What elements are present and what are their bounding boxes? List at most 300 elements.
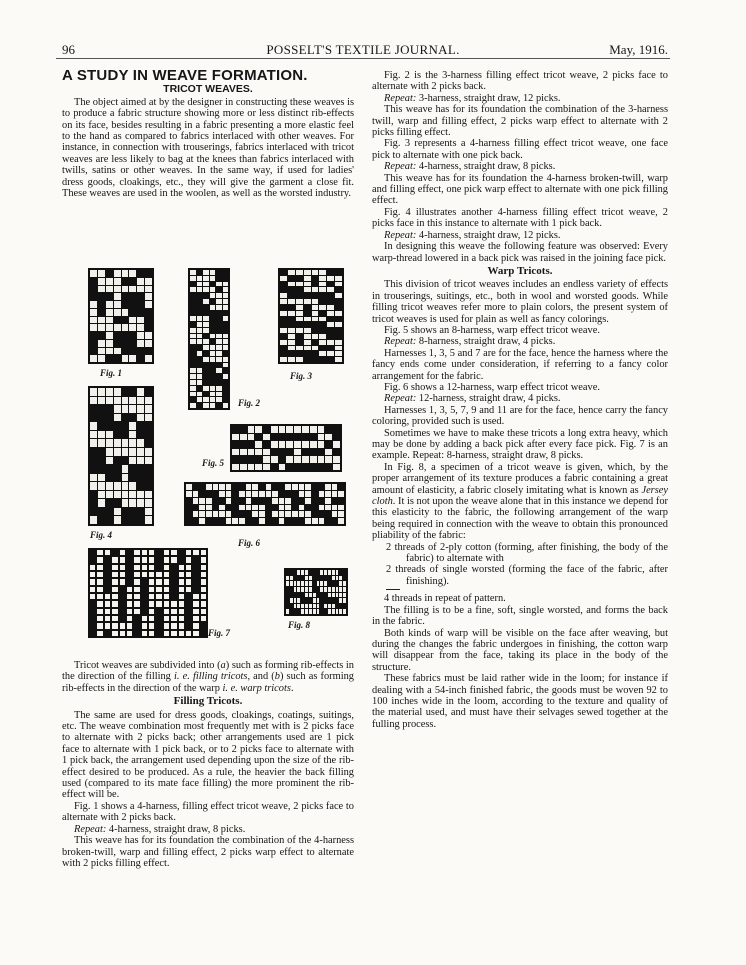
weave-cell xyxy=(319,287,326,292)
weave-cell xyxy=(332,593,335,598)
weave-cell xyxy=(319,340,326,345)
weave-cell xyxy=(114,499,121,507)
weave-cell xyxy=(263,456,270,463)
weave-cell xyxy=(312,311,319,316)
weave-cell xyxy=(206,505,212,511)
weave-cell xyxy=(210,403,216,408)
weave-cell xyxy=(271,456,278,463)
weave-cell xyxy=(203,282,209,287)
weave-cell xyxy=(232,434,239,441)
weave-cell xyxy=(332,587,335,592)
weave-cell xyxy=(290,598,293,603)
weave-cell xyxy=(327,293,334,298)
weave-cell xyxy=(216,339,222,344)
weave-cell xyxy=(332,598,335,603)
weave-cell xyxy=(106,293,113,300)
weave-cell xyxy=(148,593,155,600)
weave-cell xyxy=(279,449,286,456)
weave-cell xyxy=(200,586,207,593)
page-number: 96 xyxy=(62,42,75,57)
weave-cell xyxy=(119,586,126,593)
weave-cell xyxy=(248,426,255,433)
weave-cell xyxy=(106,309,113,316)
weave-cell xyxy=(197,345,203,350)
weave-cell xyxy=(126,556,133,563)
weave-cell xyxy=(280,346,287,351)
weave-cell xyxy=(190,276,196,281)
weave-cell xyxy=(106,388,113,396)
weave-cell xyxy=(89,615,96,622)
weave-cell xyxy=(178,600,185,607)
weave-cell xyxy=(248,464,255,471)
weave-cell xyxy=(210,322,216,327)
weave-cell xyxy=(186,484,192,490)
weave-cell xyxy=(223,311,229,316)
weave-cell xyxy=(145,422,152,430)
weave-cell xyxy=(170,549,177,556)
weave-cell xyxy=(263,426,270,433)
weave-cell xyxy=(185,615,192,622)
weave-cell xyxy=(263,464,270,471)
weave-cell xyxy=(285,518,291,524)
weave-cell xyxy=(122,414,129,422)
fig6-repeat: Repeat: 12-harness, straight draw, 4 picks. xyxy=(384,393,561,405)
weave-cell xyxy=(190,299,196,304)
weave-cell xyxy=(223,328,229,333)
weave-cell xyxy=(137,388,144,396)
weave-cell xyxy=(232,484,238,490)
weave-cell xyxy=(255,456,262,463)
weave-cell xyxy=(292,505,298,511)
weave-cell xyxy=(178,564,185,571)
weave-cell xyxy=(327,357,334,362)
weave-cell xyxy=(294,434,301,441)
weave-cell xyxy=(309,604,312,609)
weave-cell xyxy=(210,287,216,292)
weave-cell xyxy=(335,328,342,333)
weave-cell xyxy=(114,348,121,355)
weave-cell xyxy=(90,448,97,456)
weave-cell xyxy=(90,465,97,473)
weave-cell xyxy=(285,505,291,511)
weave-cell xyxy=(294,456,301,463)
weave-cell xyxy=(255,426,262,433)
weave-cell xyxy=(137,516,144,524)
weave-cell xyxy=(297,598,300,603)
weave-cell xyxy=(129,448,136,456)
weave-cell xyxy=(122,448,129,456)
weave-cell xyxy=(141,600,148,607)
weave-cell xyxy=(299,518,305,524)
weave-cell xyxy=(203,316,209,321)
weave-cell xyxy=(304,282,311,287)
weave-cell xyxy=(190,305,196,310)
weave-cell xyxy=(263,441,270,448)
weave-cell xyxy=(327,317,334,322)
weave-cell xyxy=(302,456,309,463)
weave-cell xyxy=(200,578,207,585)
weave-cell xyxy=(210,392,216,397)
weave-cell xyxy=(129,309,136,316)
weave-cell xyxy=(297,593,300,598)
weave-cell xyxy=(280,334,287,339)
weave-cell xyxy=(190,334,196,339)
weave-cell xyxy=(129,414,136,422)
weave-cell xyxy=(203,276,209,281)
weave-cell xyxy=(309,598,312,603)
weave-cell xyxy=(280,351,287,356)
weave-cell xyxy=(190,357,196,362)
weave-cell xyxy=(286,576,289,581)
weave-cell xyxy=(266,491,272,497)
weave-cell xyxy=(96,630,103,637)
weave-cell xyxy=(114,355,121,362)
weave-cell xyxy=(197,293,203,298)
weave-cell xyxy=(305,598,308,603)
weave-cell xyxy=(336,604,339,609)
weave-cell xyxy=(129,457,136,465)
filling-tricots-heading: Filling Tricots. xyxy=(173,695,243,708)
weave-cell xyxy=(327,340,334,345)
weave-cell xyxy=(304,311,311,316)
weave-cell xyxy=(299,484,305,490)
weave-cell xyxy=(148,571,155,578)
weave-cell xyxy=(324,576,327,581)
weave-cell xyxy=(129,422,136,430)
weave-cell xyxy=(239,498,245,504)
weave-cell xyxy=(319,498,325,504)
weave-cell xyxy=(216,334,222,339)
weave-cell xyxy=(290,587,293,592)
weave-cell xyxy=(312,484,318,490)
weave-cell xyxy=(304,328,311,333)
weave-cell xyxy=(299,505,305,511)
weave-cell xyxy=(203,368,209,373)
weave-cell xyxy=(280,322,287,327)
weave-cell xyxy=(145,286,152,293)
weave-cell xyxy=(114,317,121,324)
weave-cell xyxy=(111,622,118,629)
weave-cell xyxy=(246,498,252,504)
weave-cell xyxy=(226,484,232,490)
fig-6-label: Fig. 6 xyxy=(238,538,261,548)
weave-cell xyxy=(98,474,105,482)
weave-cell xyxy=(296,317,303,322)
warp-arrangement-1: 2 threads of 2-ply cotton (forming, after finishing, the body of the fabric) to alternate with xyxy=(386,541,668,565)
weave-cell xyxy=(203,380,209,385)
weave-cell xyxy=(145,397,152,405)
weave-cell xyxy=(197,311,203,316)
weave-cell xyxy=(318,434,325,441)
weave-cell xyxy=(335,305,342,310)
weave-cell xyxy=(98,422,105,430)
weave-cell xyxy=(155,549,162,556)
weave-cell xyxy=(280,293,287,298)
weave-cell xyxy=(137,332,144,339)
weave-cell xyxy=(310,464,317,471)
weave-cell xyxy=(145,340,152,347)
weave-cell xyxy=(197,316,203,321)
fig2-paragraph: Fig. 2 is the 3-harness filling effect tricot weave, 2 picks face to alternate with 2 picks back. xyxy=(372,70,668,93)
weave-cell xyxy=(193,505,199,511)
weave-cell xyxy=(332,498,338,504)
weave-cell xyxy=(302,434,309,441)
weave-cell xyxy=(119,593,126,600)
weave-cell xyxy=(288,340,295,345)
weave-cell xyxy=(197,397,203,402)
weave-cell xyxy=(190,270,196,275)
weave-cell xyxy=(210,270,216,275)
weave-cell xyxy=(216,351,222,356)
fig-3-label: Fig. 3 xyxy=(290,371,313,381)
weave-cell xyxy=(296,293,303,298)
weave-cell xyxy=(216,305,222,310)
weave-cell xyxy=(210,357,216,362)
weave-cell xyxy=(332,581,335,586)
weave-cell xyxy=(106,278,113,285)
weave-cell xyxy=(335,317,342,322)
weave-cell xyxy=(122,324,129,331)
fig2-foundation: This weave has for its foundation the combination of the 3-harness twill, warp and filling effect, 2 picks warp effect to alternate with 2 picks filling effect. xyxy=(372,104,668,139)
weave-cell xyxy=(104,549,111,556)
weave-cell xyxy=(304,270,311,275)
weave-cell xyxy=(319,293,326,298)
weave-cell xyxy=(170,615,177,622)
weave-cell xyxy=(145,474,152,482)
weave-cell xyxy=(210,345,216,350)
weave-cell xyxy=(338,511,344,517)
weave-cell xyxy=(259,498,265,504)
weave-cell xyxy=(190,339,196,344)
weave-cell xyxy=(239,484,245,490)
weave-cell xyxy=(305,518,311,524)
weave-cell xyxy=(197,305,203,310)
weave-cell xyxy=(129,499,136,507)
weave-cell xyxy=(203,363,209,368)
weave-cell xyxy=(296,270,303,275)
weave-cell xyxy=(192,593,199,600)
weave-cell xyxy=(190,392,196,397)
weave-cell xyxy=(313,570,316,575)
weave-cell xyxy=(192,622,199,629)
weave-cell xyxy=(305,576,308,581)
weave-cell xyxy=(163,608,170,615)
weave-cell xyxy=(292,511,298,517)
weave-cell xyxy=(310,456,317,463)
weave-cell xyxy=(145,270,152,277)
weave-cell xyxy=(312,305,319,310)
weave-cell xyxy=(206,518,212,524)
weave-cell xyxy=(193,498,199,504)
weave-cell xyxy=(294,576,297,581)
weave-cell xyxy=(98,482,105,490)
weave-cell xyxy=(114,474,121,482)
weave-cell xyxy=(325,464,332,471)
weave-cell xyxy=(325,518,331,524)
weave-cell xyxy=(137,457,144,465)
weave-cell xyxy=(327,311,334,316)
weave-cell xyxy=(148,564,155,571)
weave-cell xyxy=(200,622,207,629)
weave-cell xyxy=(197,351,203,356)
weave-cell xyxy=(90,348,97,355)
weave-cell xyxy=(223,276,229,281)
weave-cell xyxy=(89,608,96,615)
weave-cell xyxy=(190,403,196,408)
weave-cell xyxy=(133,615,140,622)
weave-cell xyxy=(129,388,136,396)
weave-cell xyxy=(272,511,278,517)
weave-cell xyxy=(294,464,301,471)
weave-cell xyxy=(155,586,162,593)
weave-cell xyxy=(133,556,140,563)
weave-cell xyxy=(312,317,319,322)
weave-cell xyxy=(223,270,229,275)
weave-cell xyxy=(313,598,316,603)
weave-cell xyxy=(148,556,155,563)
weave-cell xyxy=(114,293,121,300)
left-column xyxy=(62,67,354,200)
weave-cell xyxy=(104,564,111,571)
weave-cell xyxy=(197,299,203,304)
weave-cell xyxy=(197,287,203,292)
weave-cell xyxy=(324,570,327,575)
fig-8-label: Fig. 8 xyxy=(288,620,311,630)
weave-cell xyxy=(288,346,295,351)
weave-cell xyxy=(137,270,144,277)
article-subtitle: TRICOT WEAVES. xyxy=(163,83,253,96)
weave-cell xyxy=(327,328,334,333)
weave-cell xyxy=(286,598,289,603)
weave-cell xyxy=(336,576,339,581)
weave-cell xyxy=(190,328,196,333)
weave-cell xyxy=(133,600,140,607)
weave-cell xyxy=(325,491,331,497)
weave-cell xyxy=(338,491,344,497)
weave-cell xyxy=(317,587,320,592)
weave-cell xyxy=(327,305,334,310)
weave-cell xyxy=(155,630,162,637)
weave-cell xyxy=(192,549,199,556)
weave-cell xyxy=(317,570,320,575)
weave-cell xyxy=(296,322,303,327)
weave-cell xyxy=(255,441,262,448)
weave-cell xyxy=(197,328,203,333)
weave-cell xyxy=(203,392,209,397)
weave-cell xyxy=(313,581,316,586)
weave-cell xyxy=(106,348,113,355)
weave-cell xyxy=(216,392,222,397)
weave-cell xyxy=(178,622,185,629)
weave-cell xyxy=(301,576,304,581)
warp-arrangement-3: 4 threads in repeat of pattern. xyxy=(384,593,506,605)
weave-cell xyxy=(96,615,103,622)
weave-cell xyxy=(137,324,144,331)
weave-cell xyxy=(106,317,113,324)
weave-cell xyxy=(96,556,103,563)
weave-cell xyxy=(240,426,247,433)
weave-cell xyxy=(299,491,305,497)
weave-cell xyxy=(197,282,203,287)
weave-cell xyxy=(190,351,196,356)
weave-cell xyxy=(89,586,96,593)
weave-cell xyxy=(279,426,286,433)
weave-cell xyxy=(185,564,192,571)
weave-cell xyxy=(302,464,309,471)
weave-cell xyxy=(305,491,311,497)
weave-cell xyxy=(286,426,293,433)
weave-cell xyxy=(296,340,303,345)
weave-cell xyxy=(305,498,311,504)
weave-cell xyxy=(197,276,203,281)
weave-cell xyxy=(232,426,239,433)
weave-cell xyxy=(119,615,126,622)
weave-cell xyxy=(317,609,320,614)
weave-cell xyxy=(310,426,317,433)
weave-cell xyxy=(319,491,325,497)
weave-cell xyxy=(145,355,152,362)
weave-cell xyxy=(106,431,113,439)
weave-cell xyxy=(111,600,118,607)
fig-5-weave-diagram xyxy=(230,424,342,472)
weave-cell xyxy=(285,511,291,517)
weave-cell xyxy=(312,346,319,351)
weave-cell xyxy=(288,299,295,304)
weave-cell xyxy=(114,270,121,277)
weave-cell xyxy=(145,348,152,355)
weave-cell xyxy=(263,434,270,441)
weave-cell xyxy=(296,282,303,287)
weave-cell xyxy=(319,270,326,275)
loom-width-paragraph: These fabrics must be laid rather wide in the loom; for instance if dealing with a 54-inch finished fabric, the goods must be woven 92 to 100 inches wide in the loom, according to the texture and quality of the material used, and must have their selvages sewed together at the fulling process. xyxy=(372,673,668,730)
weave-cell xyxy=(280,328,287,333)
weave-cell xyxy=(137,301,144,308)
weave-cell xyxy=(210,339,216,344)
weave-cell xyxy=(129,286,136,293)
fig-4-weave-diagram xyxy=(88,386,154,526)
weave-cell xyxy=(320,576,323,581)
weave-cell xyxy=(200,600,207,607)
weave-cell xyxy=(122,340,129,347)
weave-cell xyxy=(190,345,196,350)
weave-cell xyxy=(259,511,265,517)
weave-cell xyxy=(185,586,192,593)
weave-cell xyxy=(325,511,331,517)
weave-cell xyxy=(335,340,342,345)
weave-cell xyxy=(286,581,289,586)
weave-cell xyxy=(312,287,319,292)
issue-date: May, 1916. xyxy=(609,42,668,57)
weave-cell xyxy=(106,448,113,456)
weave-cell xyxy=(90,309,97,316)
weave-cell xyxy=(106,516,113,524)
weave-cell xyxy=(145,414,152,422)
weave-cell xyxy=(163,549,170,556)
weave-cell xyxy=(286,593,289,598)
weave-cell xyxy=(98,431,105,439)
weave-cell xyxy=(199,491,205,497)
weave-cell xyxy=(197,270,203,275)
fig-1-label: Fig. 1 xyxy=(100,368,123,378)
weave-cell xyxy=(319,317,326,322)
weave-cell xyxy=(114,491,121,499)
weave-cell xyxy=(106,491,113,499)
weave-cell xyxy=(114,448,121,456)
warp-tricots-heading: Warp Tricots. xyxy=(487,264,553,277)
weave-cell xyxy=(178,615,185,622)
weave-cell xyxy=(200,571,207,578)
weave-cell xyxy=(126,600,133,607)
